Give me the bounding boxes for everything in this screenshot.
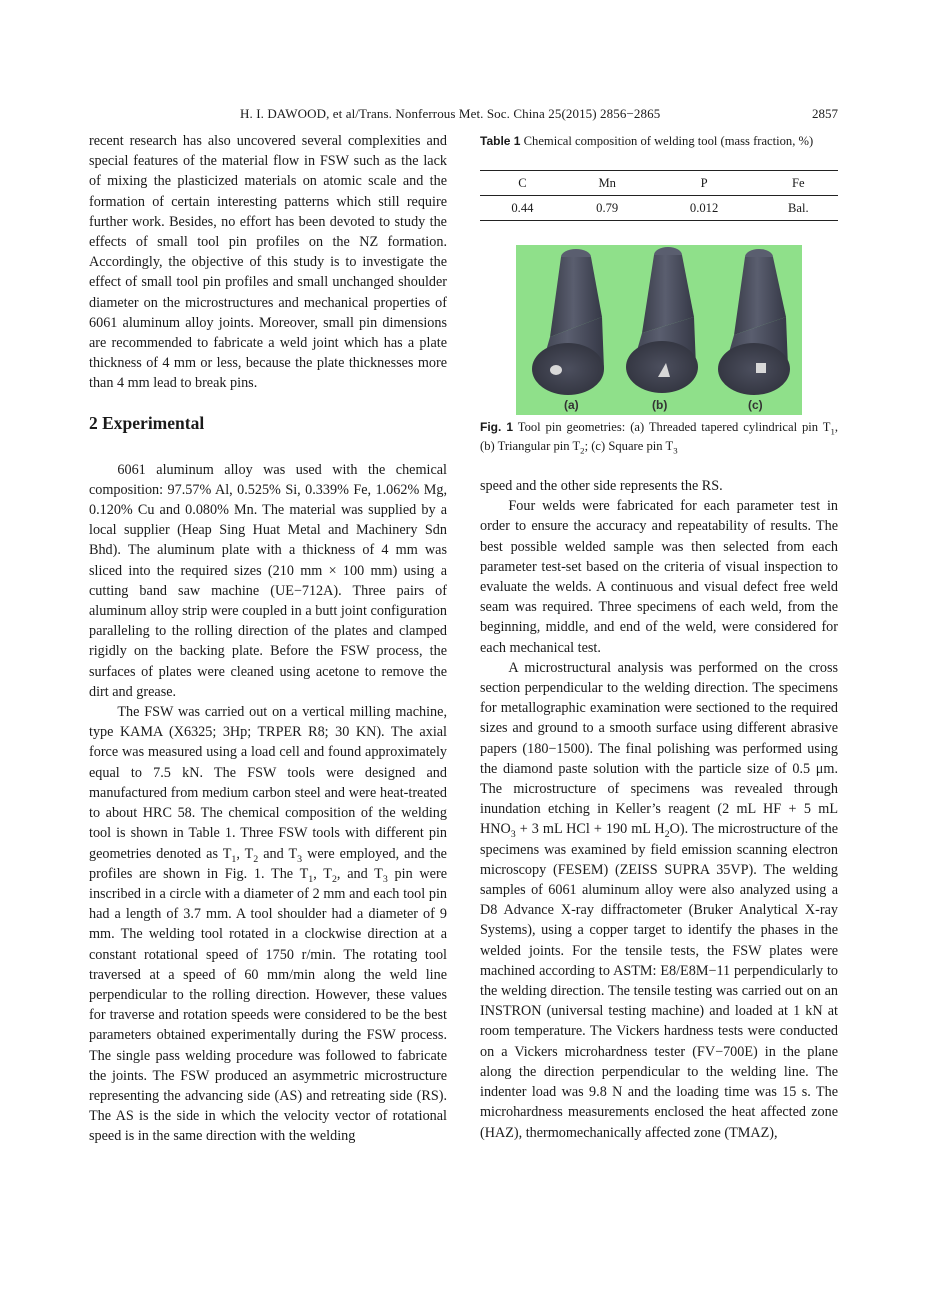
table-caption <box>480 132 838 151</box>
subscript: 2 <box>253 853 259 865</box>
text-run: + 3 mL HCl + 190 mL H <box>515 821 665 838</box>
table-cell: Bal. <box>759 196 838 221</box>
table-header-row <box>480 171 838 196</box>
text-run: and T <box>258 845 298 862</box>
pin-c-icon <box>756 363 766 373</box>
experimental-paragraph-1: 6061 aluminum alloy was used with the chemical composition: 97.57% Al, 0.525% Si, 0.339% Fe, 1.062% Mg, 0.120% Cu and 0.080% Mn. The material was supplied by a local supplier (Heap Sing Huat Metal and Machinery Sdn Bhd). The aluminum plate with a thickness of 4 mm was sliced into the required sizes (210 mm × 100 mm) using a cutting band saw machine (UE−712A). Three pairs of aluminum alloy strip were coupled in a butt joint configuration paralleling to the rolling direction of the plates and clamped rigidly on the backing plate. Before the FSW process, the surfaces of plates were cleaned using acetone to remove the dirt and grease. <box>89 461 447 700</box>
right-paragraph-1: speed and the other side represents the RS. <box>480 478 723 494</box>
table-row <box>480 196 838 221</box>
text-run: were employed, and the profiles are shown in Fig. 1. The T <box>89 845 447 882</box>
text-run: , T <box>313 865 332 882</box>
right-paragraph-2: Four welds were fabricated for each parameter test in order to ensure the accuracy and repeatability of results. The best possible welded sample was then selected from each parameter test-set based on the criteria of visual inspection to evaluate the welds. A continuous and visual defect free weld seam was required. Three specimens of each weld, from the beginning, middle, and end of the weld, were considered for each mechanical test. <box>480 498 838 656</box>
table-header-cell: Mn <box>565 171 650 196</box>
intro-paragraph: recent research has also uncovered several complexities and special features of the material flow in FSW such as the lack of mixing the plasticized materials on atomic scale and the formation of certain interesting patterns which still require further work. Besides, no effort has been devoted to study the effects of small tool pin profiles on the NZ formation. Accordingly, the objective of this study is to investigate the effect of small tool pin profiles and small unchanged shoulder diameter on the microstructures and mechanical properties of 6061 aluminum alloy joints. Moreover, small pin dimensions are recommended to fabricate a weld joint which has a plate thickness of 4 mm or less, because the plate thicknesses more than 4 mm lead to break pins. <box>89 133 447 392</box>
panel-label-c: (c) <box>748 398 763 412</box>
subscript: 3 <box>510 829 516 841</box>
subscript: 3 <box>673 445 678 456</box>
experimental-paragraph-2 <box>89 702 447 1146</box>
text-run: O). The microstructure of the specimens was examined by field emission scanning electron microscopy (FESEM) (ZEISS SUPRA 35VP). The welding samples of 6061 aluminum alloy were also analyzed using a D8 Advance X-ray diffractometer (Bruker Analytical X-ray Systems), using a copper target to identify the phases in the welded joints. For the tensile tests, the FSW plates were machined according to ASTM: E8/E8M−11 perpendicularly to the welding direction. The tensile testing was carried out on an INSTRON (universal testing machine) and loaded at 1 kN at room temperature. The Vickers hardness tests were conducted on a Vickers microhardness tester (FV−700E) in the plane along the direction perpendicular to the welding line. The indenter load was 9.8 N and the loading time was 15 s. The microhardness measurements enclosed the heat affected zone (HAZ), thermomechanically affected zone (TMAZ), <box>480 821 838 1141</box>
left-column <box>89 131 447 1147</box>
subscript: 2 <box>331 873 337 885</box>
text-run: ; (c) Square pin T <box>584 439 674 453</box>
running-head: H. I. DAWOOD, et al/Trans. Nonferrous Met. Soc. China 25(2015) 2856−2865 <box>240 106 661 121</box>
table-header-cell: Fe <box>759 171 838 196</box>
right-column <box>480 476 838 1143</box>
pin-a-icon <box>550 365 562 375</box>
text-run: Tool pin geometries: (a) Threaded tapered cylindrical pin T <box>513 420 831 434</box>
table-cell: 0.79 <box>565 196 650 221</box>
right-paragraph-3 <box>480 658 838 1143</box>
table-cell: 0.44 <box>480 196 565 221</box>
text-run: , (b) Triangular pin T <box>480 420 838 453</box>
subscript: 2 <box>580 445 585 456</box>
text-run: A microstructural analysis was performed on the cross section perpendicular to the welding direction. The specimens for metallographic examination were sectioned to the required sizes and ground to a smooth surface using different abrasive papers (180−1500). The final polishing was performed using the diamond paste solution with the particle size of 0.5 μm. The microstructure of specimens was revealed through inundation etching in Keller’s reagent (2 mL HF + 5 mL HNO <box>480 659 838 838</box>
subscript: 3 <box>297 853 303 865</box>
table-header-cell: C <box>480 171 565 196</box>
subscript: 2 <box>664 829 670 841</box>
page-number: 2857 <box>812 106 838 121</box>
figure-label: Fig. 1 <box>480 420 514 434</box>
panel-label-b: (b) <box>652 398 668 412</box>
subscript: 3 <box>382 873 388 885</box>
subscript: 1 <box>231 853 237 865</box>
table-cell: 0.012 <box>650 196 759 221</box>
subscript: 1 <box>308 873 314 885</box>
table-caption-text: Chemical composition of welding tool (mass fraction, %) <box>520 134 814 148</box>
composition-table <box>480 170 838 221</box>
subscript: 1 <box>830 426 835 437</box>
text-run: The FSW was carried out on a vertical milling machine, type KAMA (X6325; 3Hp; TRPER R8; 30 KN). The axial force was measured using a load cell and found approximately equal to 7.5 kN. The FSW tools were designed and manufactured from medium carbon steel and were heat-treated to about HRC 58. The chemical composition of the welding tool is shown in Table 1. Three FSW tools with different pin geometries denoted as T <box>89 704 447 862</box>
table-label: Table 1 <box>480 134 521 148</box>
text-run: , T <box>236 845 254 862</box>
section-heading: 2 Experimental <box>89 412 205 433</box>
text-run: pin were inscribed in a circle with a diameter of 2 mm and each tool pin had a length of 3.7 mm. A tool shoulder had a diameter of 9 mm. The welding tool rotated in a clockwise direction at a constant rotational speed of 1750 r/min. The rotating tool traversed at a speed of 60 mm/min along the weld line perpendicular to the rolling direction. However, these values for traverse and rotation speeds were considered to be the best parameters obtained experimentally during the FSW process. The single pass welding procedure was followed to fabricate the joints. The FSW produced an asymmetric microstructure representing the advancing side (AS) and retreating side (RS). The AS is the side in which the velocity vector of rotational speed is in the same direction with the welding <box>89 865 447 1145</box>
panel-label-a: (a) <box>564 398 579 412</box>
figure-caption <box>480 418 838 456</box>
text-run: , and T <box>336 865 383 882</box>
tool-pin-figure <box>516 245 802 415</box>
table-header-cell: P <box>650 171 759 196</box>
